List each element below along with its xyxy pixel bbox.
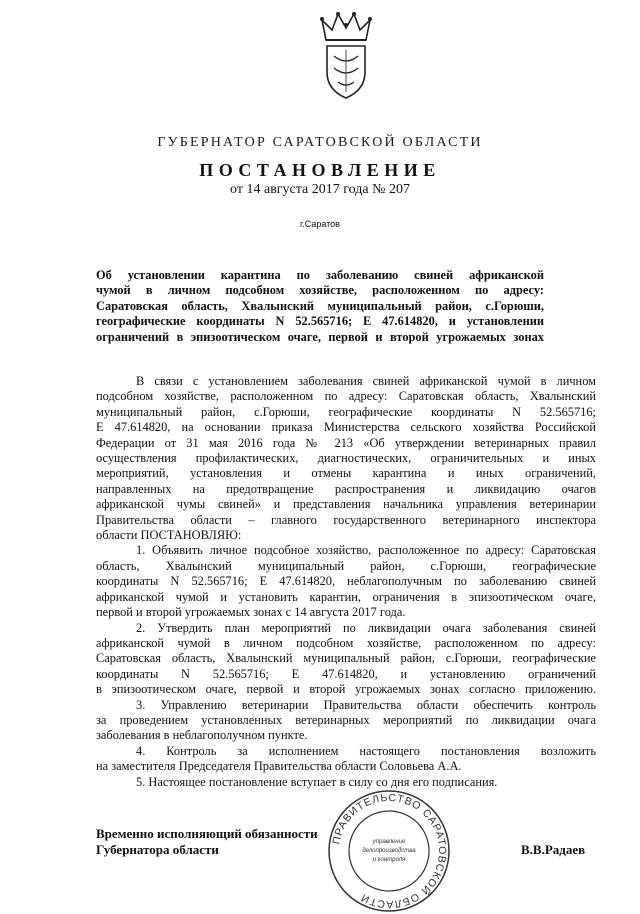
- body-line: осуществления профилактических, диагностических, ограничительных и иных: [96, 451, 596, 466]
- body-line: 2. Утвердить план мероприятий по ликвидации очага заболевания свиней: [136, 620, 596, 635]
- signature-position: [96, 826, 318, 858]
- subject-line: ограничений в эпизоотическом очаге, первой и второй угрожаемых зонах: [96, 329, 544, 344]
- body-line: области ПОСТАНОВЛЯЮ:: [96, 528, 242, 543]
- stamp-center-line3: и контроля: [372, 857, 406, 863]
- body-line: 5. Настоящее постановление вступает в силу со дня его подписания.: [136, 774, 498, 789]
- coat-of-arms-emblem: [318, 10, 374, 102]
- body-line: 4. Контроль за исполнением настоящего постановления возложить: [136, 743, 596, 758]
- body-line: Правительства области – главного государственного ветеринарного инспектора: [96, 512, 596, 527]
- body-line: африканской чумой и установить карантин, ограничения в эпизоотическом очаге,: [96, 589, 596, 604]
- body-line: Федерации от 31 мая 2016 года № 213 «Об утверждении ветеринарных правил: [96, 435, 596, 450]
- body-line: Саратовская область, Хвалынский муниципальный район, с.Горюши, географические: [96, 651, 596, 666]
- body-line: муниципальный район, с.Горюши, географические координаты N 52.565716;: [96, 404, 596, 419]
- subject-line: географические координаты N 52.565716; E 47.614820, и установлении: [96, 314, 544, 329]
- body-line: E 47.614820, на основании приказа Министерства сельского хозяйства Российской: [96, 420, 596, 435]
- body-line: заболевания в неблагополучном пункте.: [96, 728, 308, 743]
- body-line: направленных на предотвращение распространения и ликвидацию очагов: [96, 481, 596, 496]
- body-line: за проведением установленных ветеринарных мероприятий по ликвидации очага: [96, 712, 596, 727]
- body-line: в эпизоотическом очаге, первой и второй угрожаемых зонах согласно приложению.: [96, 682, 596, 697]
- stamp-ring-text: ПРАВИТЕЛЬСТВО САРАТОВСКОЙ ОБЛАСТИ: [330, 791, 449, 911]
- subject-line: Об установлении карантина по заболеванию свиней африканской: [96, 268, 544, 282]
- document-city: г.Саратов: [300, 219, 340, 229]
- body-line: координаты N 52.565716; E 47.614820, и установлению ограничений: [96, 666, 596, 681]
- stamp-center-line2: делопроизводства: [362, 848, 416, 854]
- subject-line: чумой в личном подсобном хозяйстве, расположенном по адресу:: [96, 283, 544, 298]
- document-date-number: от 14 августа 2017 года № 207: [230, 182, 410, 197]
- body-line: на заместителя Председателя Правительства области Соловьева А.А.: [96, 759, 462, 774]
- body-line: африканской чумы свиней» и представления начальника управления ветеринарии: [96, 497, 596, 512]
- document-body: [96, 374, 596, 790]
- body-line: первой и второй угрожаемых зонах с 14 августа 2017 года.: [96, 605, 406, 620]
- signature-position-line2: Губернатора области: [96, 842, 219, 857]
- body-line: 1. Объявить личное подсобное хозяйство, расположенное по адресу: Саратовская: [136, 543, 596, 558]
- document-subject: [96, 268, 544, 345]
- body-line: африканской чумой в личном подсобном хозяйстве, расположенном по адресу:: [96, 635, 596, 650]
- body-line: область, Хвалынский муниципальный район, с.Горюши, географические: [96, 558, 596, 573]
- signature-position-line1: Временно исполняющий обязанности: [96, 826, 318, 841]
- official-stamp: [326, 788, 452, 914]
- body-line: 3. Управлению ветеринарии Правительства области обеспечить контроль: [136, 697, 596, 712]
- signatory-name: В.В.Радаев: [521, 842, 586, 857]
- document-type: ПОСТАНОВЛЕНИЕ: [199, 160, 441, 180]
- stamp-center-line1: управление: [372, 839, 406, 845]
- body-line: мероприятий, установления и отмены карантина и иных ограничений,: [96, 466, 596, 481]
- governor-title: ГУБЕРНАТОР САРАТОВСКОЙ ОБЛАСТИ: [157, 135, 483, 150]
- body-line: координаты N 52.565716; E 47.614820, неблагополучным по заболеванию свиней: [96, 574, 596, 589]
- body-line: В связи с установлением заболевания свиней африканской чумой в личном: [136, 374, 596, 388]
- body-line: подсобном хозяйстве, расположенном по адресу: Саратовская область, Хвалынский: [96, 389, 596, 404]
- subject-line: Саратовская область, Хвалынский муниципальный район, с.Горюши,: [96, 298, 544, 313]
